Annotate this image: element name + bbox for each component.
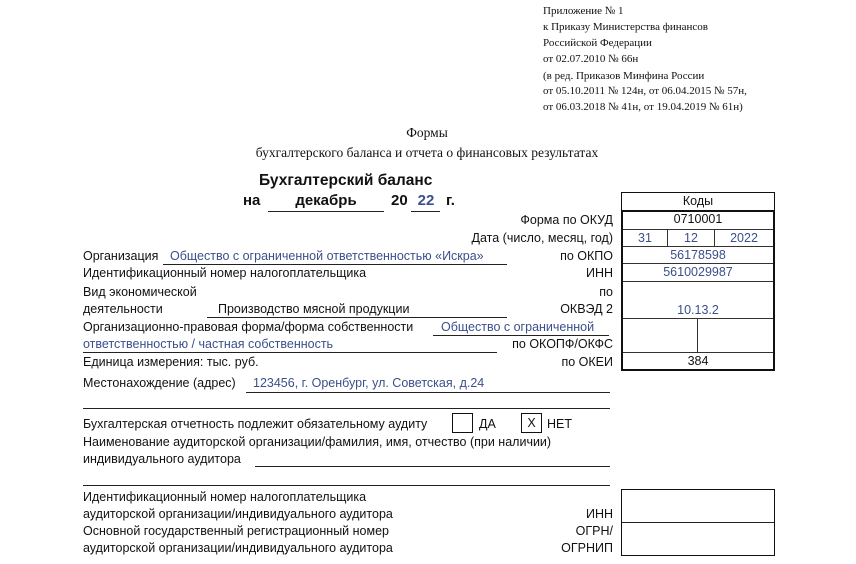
value-legal-form-2: ответственностью / частная собственность [83, 337, 334, 351]
value-legal-form-1: Общество с ограниченной [441, 320, 595, 334]
codes-header: Коды [682, 194, 714, 208]
year-underline [411, 211, 440, 212]
label-po: по [599, 285, 613, 299]
month-underline [268, 211, 384, 212]
auditor-ogrn-label-1: Основной государственный регистрационный номер [83, 524, 389, 538]
activity-underline [207, 317, 507, 318]
title-year-suffix: 22 [417, 192, 435, 209]
appendix-line-1: Приложение № 1 [543, 5, 624, 17]
amendments-line-2: от 05.10.2011 № 124н, от 06.04.2015 № 57н, [543, 85, 747, 97]
auditor-inn-label-2: аудиторской организации/индивидуального аудитора [83, 507, 393, 521]
code-okud: 0710001 [673, 212, 723, 226]
code-okved: 10.13.2 [677, 303, 719, 317]
value-address: 123456, г. Оренбург, ул. Советская, д.24 [253, 376, 485, 390]
auditor-name-label-2: индивидуального аудитора [83, 452, 241, 466]
label-okpo: по ОКПО [560, 249, 613, 263]
label-unit: Единица измерения: тыс. руб. [83, 355, 259, 369]
auditor-ogrn-label-2: аудиторской организации/индивидуального аудитора [83, 541, 393, 555]
codes-row-divider [623, 263, 773, 264]
code-date-day: 31 [638, 231, 652, 245]
auditor-ogrn-code-1: ОГРН/ [575, 524, 613, 538]
auditor-name-label-1: Наименование аудиторской организации/фамилия, имя, отчество (при наличии) [83, 435, 552, 449]
audit-yes-checkbox[interactable] [452, 413, 473, 433]
title-year-unit: г. [446, 192, 455, 209]
title-month: декабрь [295, 192, 357, 209]
codes-row-divider [623, 352, 773, 353]
section-divider-1 [83, 408, 610, 409]
code-inn: 5610029987 [663, 265, 733, 279]
amendments-line-1: (в ред. Приказов Минфина России [543, 70, 705, 82]
auditor-ogrn-code-2: ОГРНИП [561, 541, 613, 555]
auditor-inn-label-1: Идентификационный номер налогоплательщика [83, 490, 367, 504]
code-okei: 384 [687, 354, 709, 368]
label-okved: ОКВЭД 2 [560, 302, 613, 316]
label-inn: ИНН [585, 266, 613, 280]
address-underline [246, 392, 610, 393]
okopf-divider [697, 318, 698, 352]
auditor-codes-divider [622, 522, 774, 523]
value-organization: Общество с ограниченной ответственностью «Искра» [170, 249, 484, 263]
appendix-line-2: к Приказу Министерства финансов [543, 21, 708, 33]
organization-underline [163, 264, 507, 265]
label-date: Дата (число, месяц, год) [471, 231, 613, 245]
title-on: на [243, 192, 261, 209]
label-location: Местонахождение (адрес) [83, 376, 236, 390]
codes-row-divider [623, 281, 773, 282]
code-date-year: 2022 [730, 231, 758, 245]
value-activity: Производство мясной продукции [218, 302, 410, 316]
audit-no-label: НЕТ [547, 417, 572, 431]
auditor-name-underline [255, 466, 610, 467]
section-divider-2 [83, 485, 610, 486]
label-okopf: по ОКОПФ/ОКФС [512, 337, 613, 351]
forms-title-line-1: Формы [406, 125, 448, 140]
label-inn-title: Идентификационный номер налогоплательщика [83, 266, 367, 280]
audit-no-mark: X [527, 416, 536, 430]
title-year-prefix: 20 [391, 192, 408, 209]
label-okud: Форма по ОКУД [520, 213, 613, 227]
audit-yes-label: ДА [479, 417, 496, 431]
auditor-inn-code: ИНН [585, 507, 613, 521]
label-activity-1: Вид экономической [83, 285, 197, 299]
audit-question: Бухгалтерская отчетность подлежит обязательному аудиту [83, 417, 428, 431]
code-okpo: 56178598 [670, 248, 726, 262]
amendments-line-3: от 06.03.2018 № 41н, от 19.04.2019 № 61н) [543, 101, 743, 113]
legal-form-underline-2 [83, 352, 497, 353]
page-title: Бухгалтерский баланс [259, 172, 433, 189]
appendix-line-3: Российской Федерации [543, 37, 652, 49]
label-organization: Организация [83, 249, 159, 263]
legal-form-underline-1 [433, 335, 609, 336]
code-date-month: 12 [684, 231, 698, 245]
forms-title-line-2: бухгалтерского баланса и отчета о финансовых результатах [255, 145, 599, 160]
codes-row-divider [623, 318, 773, 319]
label-activity-2: деятельности [83, 302, 163, 316]
label-legal-form: Организационно-правовая форма/форма собственности [83, 320, 414, 334]
appendix-line-4: от 02.07.2010 № 66н [543, 53, 639, 65]
label-okei: по ОКЕИ [561, 355, 613, 369]
codes-row-divider [623, 229, 773, 230]
codes-row-divider [623, 246, 773, 247]
